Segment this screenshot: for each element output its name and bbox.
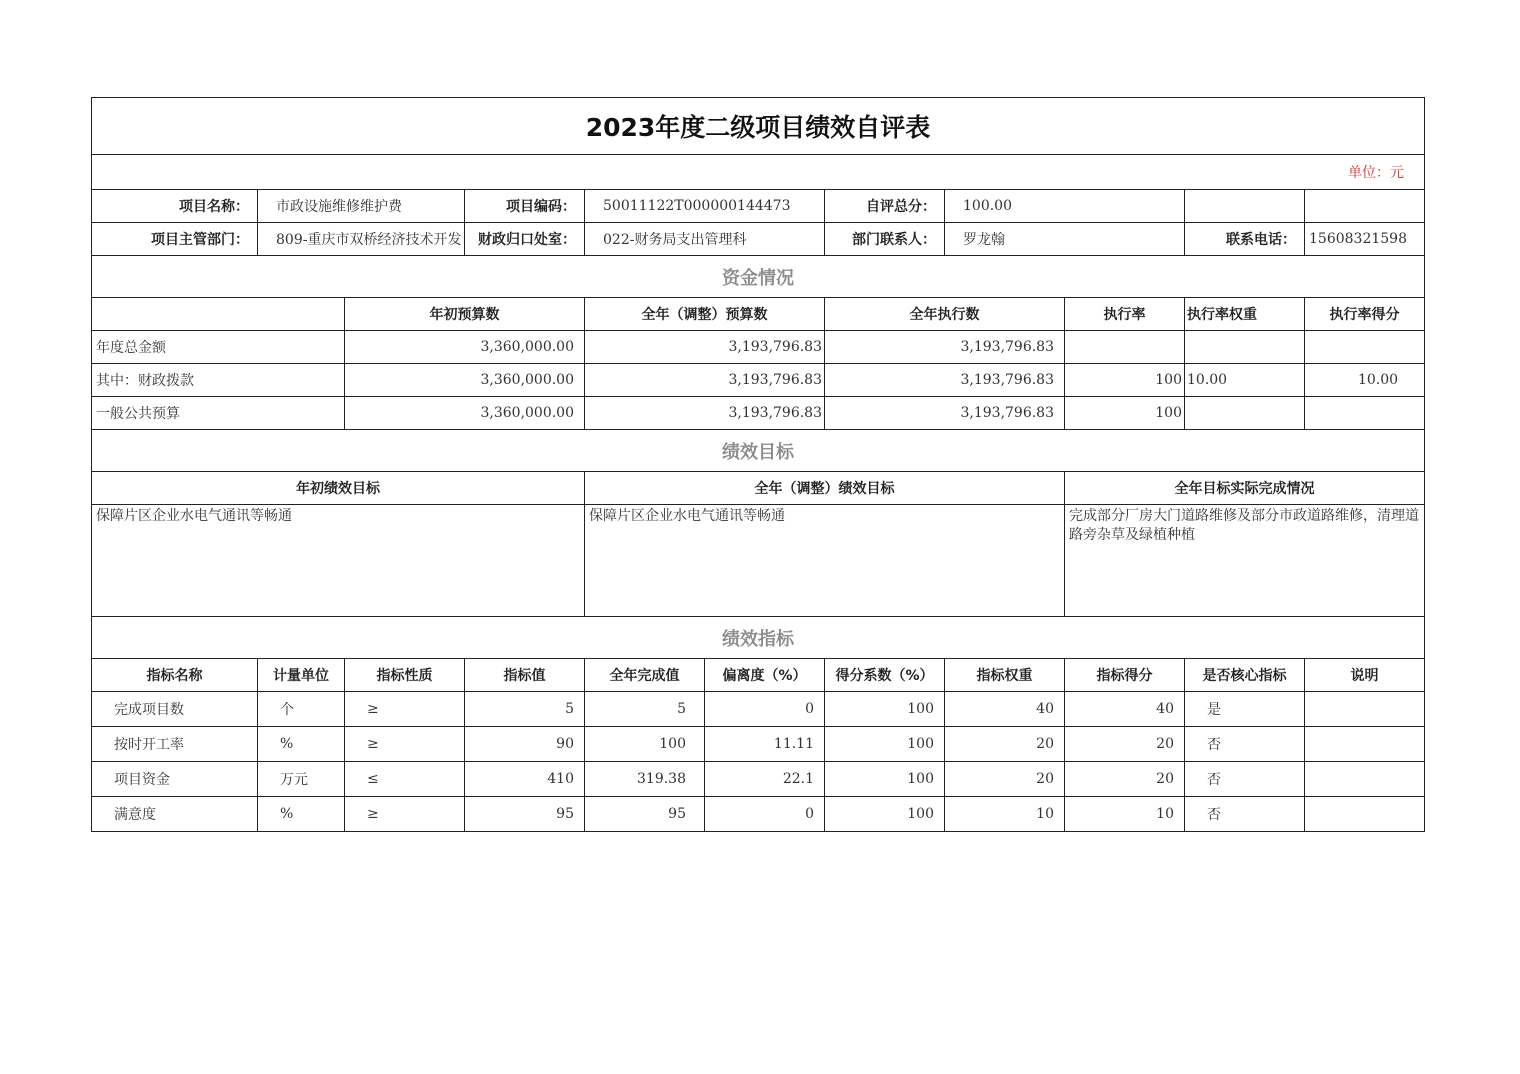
metrics-header-note: 说明 [1305, 659, 1425, 692]
metric-target: 5 [465, 692, 585, 727]
funds-row [92, 364, 1425, 397]
metrics-header-core: 是否核心指标 [1185, 659, 1305, 692]
funds-row-executed: 3,193,796.83 [825, 364, 1065, 397]
funds-row-initial: 3,360,000.00 [345, 364, 585, 397]
funds-row-score [1305, 331, 1425, 364]
dept-value: 809-重庆市双桥经济技术开发 [258, 223, 465, 256]
metrics-header-coef: 得分系数（%） [825, 659, 945, 692]
metric-target: 410 [465, 762, 585, 797]
project-name-value: 市政设施维修维护费 [258, 190, 465, 223]
goal-initial-text: 保障片区企业水电气通讯等畅通 [92, 505, 585, 617]
metric-score: 20 [1065, 762, 1185, 797]
metric-score: 10 [1065, 797, 1185, 832]
contact-label: 部门联系人： [825, 223, 945, 256]
metric-target: 95 [465, 797, 585, 832]
funds-row-weight [1185, 331, 1305, 364]
metric-actual: 95 [585, 797, 705, 832]
metric-actual: 100 [585, 727, 705, 762]
funds-row-initial: 3,360,000.00 [345, 397, 585, 430]
metric-core: 是 [1185, 692, 1305, 727]
funds-row-weight: 10.00 [1185, 364, 1305, 397]
metric-nature: ≥ [345, 797, 465, 832]
metric-deviation: 0 [705, 692, 825, 727]
metrics-header-target: 指标值 [465, 659, 585, 692]
funds-header-adjusted: 全年（调整）预算数 [585, 298, 825, 331]
metric-score: 20 [1065, 727, 1185, 762]
funds-header-initial: 年初预算数 [345, 298, 585, 331]
funds-section-title: 资金情况 [92, 256, 1425, 298]
metric-weight: 20 [945, 762, 1065, 797]
funds-row [92, 397, 1425, 430]
metric-coef: 100 [825, 692, 945, 727]
metric-nature: ≤ [345, 762, 465, 797]
funds-row-executed: 3,193,796.83 [825, 397, 1065, 430]
metric-unit: % [258, 727, 345, 762]
empty-cell [1305, 190, 1425, 223]
metric-name: 按时开工率 [92, 727, 258, 762]
funds-row-name: 一般公共预算 [92, 397, 345, 430]
funds-row-name: 年度总金额 [92, 331, 345, 364]
funds-header-weight: 执行率权重 [1185, 298, 1305, 331]
metrics-header-score: 指标得分 [1065, 659, 1185, 692]
metric-note [1305, 692, 1425, 727]
office-label: 财政归口处室： [465, 223, 585, 256]
funds-row-score [1305, 397, 1425, 430]
metric-core: 否 [1185, 762, 1305, 797]
goal-adjusted-text: 保障片区企业水电气通讯等畅通 [585, 505, 1065, 617]
metrics-header-deviation: 偏离度（%） [705, 659, 825, 692]
funds-header-blank [92, 298, 345, 331]
metric-nature: ≥ [345, 692, 465, 727]
metrics-section-title: 绩效指标 [92, 617, 1425, 659]
funds-row-adjusted: 3,193,796.83 [585, 331, 825, 364]
metric-weight: 40 [945, 692, 1065, 727]
metric-deviation: 11.11 [705, 727, 825, 762]
metric-coef: 100 [825, 762, 945, 797]
metric-weight: 10 [945, 797, 1065, 832]
project-name-label: 项目名称： [92, 190, 258, 223]
metric-nature: ≥ [345, 727, 465, 762]
metric-unit: 个 [258, 692, 345, 727]
funds-row-name: 其中：财政拨款 [92, 364, 345, 397]
metric-coef: 100 [825, 727, 945, 762]
funds-row-rate: 100 [1065, 364, 1185, 397]
funds-row [92, 331, 1425, 364]
metric-row [92, 797, 1425, 832]
funds-row-rate [1065, 331, 1185, 364]
funds-row-weight [1185, 397, 1305, 430]
metric-coef: 100 [825, 797, 945, 832]
metric-unit: % [258, 797, 345, 832]
goals-section-title: 绩效目标 [92, 430, 1425, 472]
metric-score: 40 [1065, 692, 1185, 727]
metrics-header-unit: 计量单位 [258, 659, 345, 692]
metric-unit: 万元 [258, 762, 345, 797]
metric-name: 满意度 [92, 797, 258, 832]
dept-label: 项目主管部门： [92, 223, 258, 256]
metrics-header-nature: 指标性质 [345, 659, 465, 692]
metric-row [92, 762, 1425, 797]
contact-value: 罗龙翰 [945, 223, 1185, 256]
funds-row-adjusted: 3,193,796.83 [585, 364, 825, 397]
funds-header-rate: 执行率 [1065, 298, 1185, 331]
metric-target: 90 [465, 727, 585, 762]
funds-header-score: 执行率得分 [1305, 298, 1425, 331]
metric-note [1305, 762, 1425, 797]
metric-deviation: 22.1 [705, 762, 825, 797]
goals-header-initial: 年初绩效目标 [92, 472, 585, 505]
unit-label: 单位：元 [92, 155, 1425, 190]
empty-cell [1185, 190, 1305, 223]
metric-note [1305, 727, 1425, 762]
goal-actual-text: 完成部分厂房大门道路维修及部分市政道路维修，清理道路旁杂草及绿植种植 [1065, 505, 1425, 617]
phone-label: 联系电话： [1185, 223, 1305, 256]
metric-core: 否 [1185, 727, 1305, 762]
metrics-header-actual: 全年完成值 [585, 659, 705, 692]
evaluation-table [91, 97, 1425, 832]
metrics-header-name: 指标名称 [92, 659, 258, 692]
metric-weight: 20 [945, 727, 1065, 762]
funds-row-score: 10.00 [1305, 364, 1425, 397]
metric-name: 完成项目数 [92, 692, 258, 727]
metrics-header-weight: 指标权重 [945, 659, 1065, 692]
metric-deviation: 0 [705, 797, 825, 832]
project-code-value: 50011122T000000144473 [585, 190, 825, 223]
metric-actual: 319.38 [585, 762, 705, 797]
self-score-label: 自评总分： [825, 190, 945, 223]
office-value: 022-财务局支出管理科 [585, 223, 825, 256]
evaluation-sheet [91, 97, 1424, 832]
metric-name: 项目资金 [92, 762, 258, 797]
metric-row [92, 727, 1425, 762]
goals-header-actual: 全年目标实际完成情况 [1065, 472, 1425, 505]
metric-core: 否 [1185, 797, 1305, 832]
metric-actual: 5 [585, 692, 705, 727]
page-title: 2023年度二级项目绩效自评表 [92, 98, 1425, 155]
self-score-value: 100.00 [945, 190, 1185, 223]
goals-header-adjusted: 全年（调整）绩效目标 [585, 472, 1065, 505]
funds-row-initial: 3,360,000.00 [345, 331, 585, 364]
metric-row [92, 692, 1425, 727]
funds-row-executed: 3,193,796.83 [825, 331, 1065, 364]
funds-row-rate: 100 [1065, 397, 1185, 430]
funds-header-executed: 全年执行数 [825, 298, 1065, 331]
funds-row-adjusted: 3,193,796.83 [585, 397, 825, 430]
metric-note [1305, 797, 1425, 832]
project-code-label: 项目编码： [465, 190, 585, 223]
phone-value: 15608321598 [1305, 223, 1425, 256]
